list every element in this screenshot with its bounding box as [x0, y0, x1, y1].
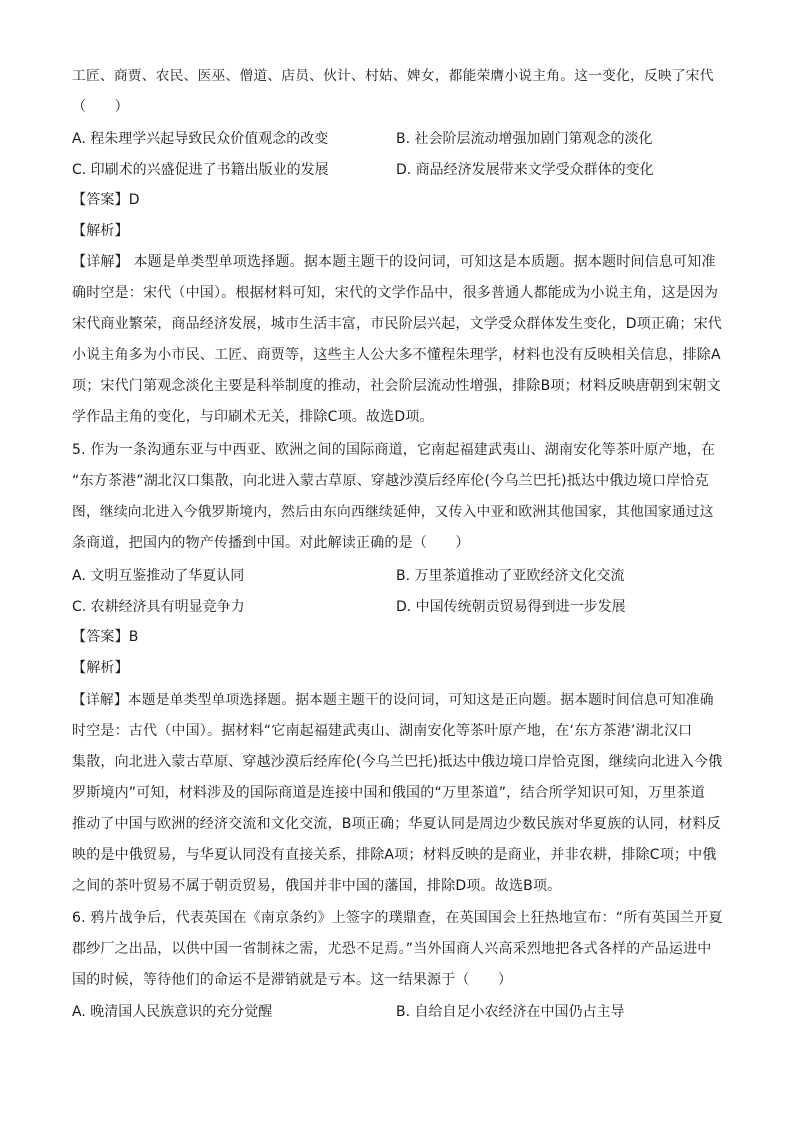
q5-detail-line-7: 之间的茶叶贸易不属于朝贡贸易，俄国并非中国的藩国，排除D项。故选B项。 — [72, 878, 562, 894]
q4-option-b: B. 社会阶层流动增强加剧门第观念的淡化 — [396, 131, 653, 147]
q5-detail-line-6: 映的是中俄贸易，与华夏认同没有直接关系，排除A项；材料反映的是商业，并非农耕，排除C项；中俄 — [72, 847, 717, 863]
q4-option-a: A. 程朱理学兴起导致民众价值观念的改变 — [72, 131, 329, 147]
q5-detail-line-2: 时空是：古代（中国）。据材料“它南起福建武夷山、湖南安化等茶叶原产地，在‘东方茶港’湖北汉口 — [72, 723, 693, 739]
q5-stem-line-3: 图，继续向北进入今俄罗斯境内，然后由东向西继续延伸，又传入中亚和欧洲其他国家，其他国家通过这 — [72, 504, 714, 520]
q5-stem-line-2: “东方茶港”湖北汉口集散，向北进入蒙古草原、穿越沙漠后经库伦(今乌兰巴托)抵达中俄边境口岸恰克 — [72, 473, 709, 489]
q4-option-c: C. 印刷术的兴盛促进了书籍出版业的发展 — [72, 162, 329, 178]
q5-detail-line-4: 罗斯境内”可知，材料涉及的国际商道是连接中国和俄国的“万里茶道”，结合所学知识可知，万里茶道 — [72, 785, 705, 801]
q5-analysis-label: 【解析】 — [72, 660, 129, 676]
q6-stem-line-1: 6. 鸦片战争后，代表英国在《南京条约》上签字的璞鼎查，在英国国会上狂热地宣布：“所有英国兰开夏 — [72, 910, 723, 926]
q4-detail-line-4: 小说主角多为小市民、工匠、商贾等，这些主人公大多不懂程朱理学，材料也没有反映相关信息，排除A — [72, 347, 721, 363]
q6-option-b: B. 自给自足小农经济在中国仍占主导 — [396, 1004, 625, 1020]
q5-answer: 【答案】B — [72, 629, 139, 645]
q5-detail-line-5: 推动了中国与欧洲的经济交流和文化交流，B项正确；华夏认同是周边少数民族对华夏族的认同，材料反 — [72, 816, 721, 832]
q4-stem-line-1: 工匠、商贾、农民、医巫、僧道、店员、伙计、村姑、婢女，都能荣膺小说主角。这一变化，反映了宋代 — [72, 68, 714, 84]
q6-stem-line-2: 郡纱厂之出品，以供中国一省制袜之需，尤恐不足焉。”当外国商人兴高采烈地把各式各样的产品运进中 — [72, 941, 712, 957]
q5-option-b: B. 万里茶道推动了亚欧经济文化交流 — [396, 568, 625, 584]
q5-stem-line-4: 条商道，把国内的物产传播到中国。对此解读正确的是（ ） — [72, 535, 470, 551]
q4-detail-line-6: 学作品主角的变化，与印刷术无关，排除C项。故选D项。 — [72, 409, 434, 425]
q4-detail-line-5: 项；宋代门第观念淡化主要是科举制度的推动，社会阶层流动性增强，排除B项；材料反映唐朝到宋朝文 — [72, 378, 721, 394]
q5-detail-line-1: 【详解】本题是单类型单项选择题。据本题主题干的设问词，可知这是正向题。据本题时间信息可知准确 — [72, 692, 714, 708]
q6-option-a: A. 晚清国人民族意识的充分觉醒 — [72, 1004, 273, 1020]
q5-option-c: C. 农耕经济具有明显竞争力 — [72, 599, 245, 615]
q4-option-d: D. 商品经济发展带来文学受众群体的变化 — [396, 162, 654, 178]
q4-analysis-label: 【解析】 — [72, 223, 129, 239]
q5-option-a: A. 文明互鉴推动了华夏认同 — [72, 568, 245, 584]
q5-stem-line-1: 5. 作为一条沟通东亚与中西亚、欧洲之间的国际商道，它南起福建武夷山、湖南安化等茶叶原产地，在 — [72, 442, 716, 458]
q6-stem-line-3: 国的时候，等待他们的命运不是滞销就是亏本。这一结果源于（ ） — [72, 972, 513, 988]
q5-detail-line-3: 集散，向北进入蒙古草原、穿越沙漠后经库伦(今乌兰巴托)抵达中俄边境口岸恰克图，继续向北进入今俄 — [72, 754, 723, 770]
q4-detail-line-2: 确时空是：宋代（中国）。根据材料可知，宋代的文学作品中，很多普通人都能成为小说主角，这是因为 — [72, 285, 719, 301]
q4-detail-line-1: 【详解】 本题是单类型单项选择题。据本题主题干的设问词，可知这是本质题。据本题时间信息可知准 — [72, 254, 716, 270]
q4-answer: 【答案】D — [72, 192, 140, 208]
q4-detail-line-3: 宋代商业繁荣，商品经济发展，城市生活丰富，市民阶层兴起，文学受众群体发生变化，D项正确；宋代 — [72, 316, 722, 332]
q5-option-d: D. 中国传统朝贡贸易得到进一步发展 — [396, 599, 626, 615]
q4-stem-line-2: （ ） — [72, 99, 129, 115]
